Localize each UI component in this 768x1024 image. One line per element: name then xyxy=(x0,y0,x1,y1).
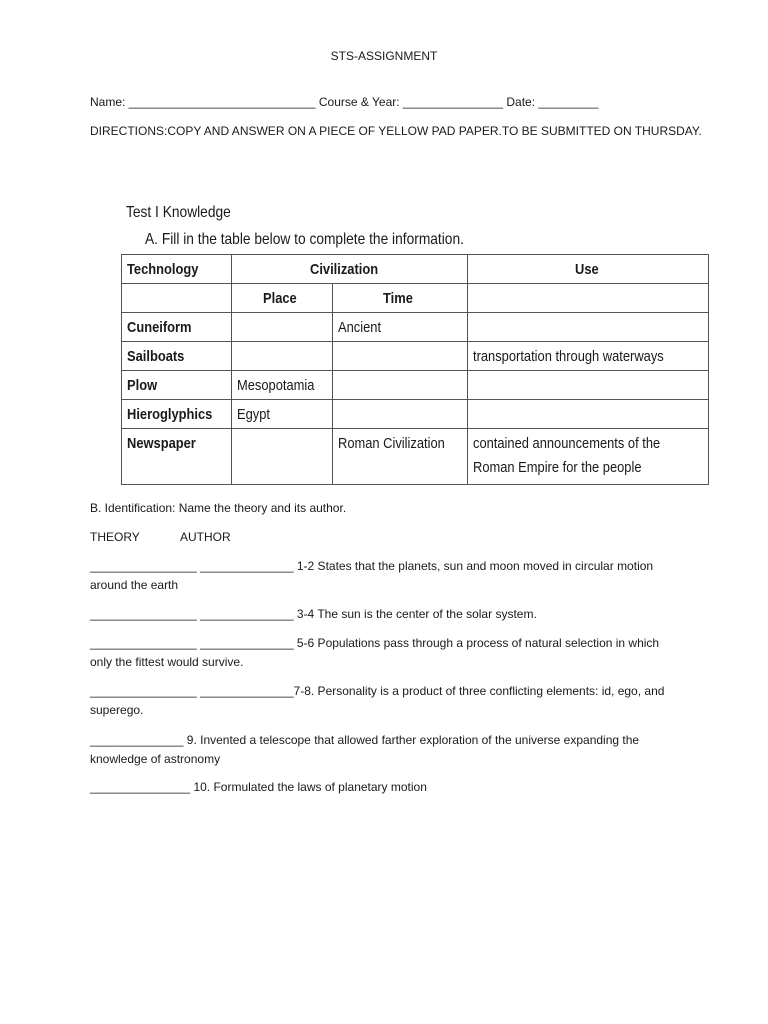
author-label: AUTHOR xyxy=(180,530,231,544)
theory-label: THEORY xyxy=(90,530,140,544)
column-labels xyxy=(90,528,678,547)
question-item: _______________ 10. Formulated the laws of planetary motion xyxy=(90,780,427,794)
cell-time: Ancient xyxy=(333,313,468,342)
question-item: ________________ ______________ 3-4 The sun is the center of the solar system. xyxy=(90,607,537,621)
directions: DIRECTIONS:COPY AND ANSWER ON A PIECE OF YELLOW PAD PAPER.TO BE SUBMITTED ON THURSDAY. xyxy=(90,124,702,138)
cell-tech: Sailboats xyxy=(122,342,232,371)
test-instruction: A. Fill in the table below to complete the information. xyxy=(145,231,464,248)
header-technology: Technology xyxy=(122,255,232,284)
header-place: Place xyxy=(232,284,333,313)
question-item: ________________ ______________7-8. Personality is a product of three conflicting elements: id, ego, and superego. xyxy=(90,684,665,717)
cell-use xyxy=(468,400,709,429)
cell-use: contained announcements of the Roman Empire for the people xyxy=(468,429,709,485)
knowledge-table xyxy=(121,254,709,485)
cell-time xyxy=(333,342,468,371)
cell-tech: Cuneiform xyxy=(122,313,232,342)
question-item: ________________ ______________ 1-2 States that the planets, sun and moon moved in circular motion around the earth xyxy=(90,559,654,592)
table-subheader-row xyxy=(122,284,709,313)
cell-use: transportation through waterways xyxy=(468,342,709,371)
document-title: STS-ASSIGNMENT xyxy=(330,49,438,63)
question-item: ________________ ______________ 5-6 Populations pass through a process of natural selection in which only the fittest would survive. xyxy=(90,636,660,669)
subheader-use-empty xyxy=(468,284,709,313)
cell-tech: Plow xyxy=(122,371,232,400)
cell-tech: Hieroglyphics xyxy=(122,400,232,429)
table-row xyxy=(122,400,709,429)
cell-tech: Newspaper xyxy=(122,429,232,485)
table-row xyxy=(122,371,709,400)
header-use: Use xyxy=(468,255,709,284)
table-row xyxy=(122,342,709,371)
cell-time: Roman Civilization xyxy=(333,429,468,485)
cell-use xyxy=(468,371,709,400)
cell-time xyxy=(333,400,468,429)
subheader-empty xyxy=(122,284,232,313)
test-heading: Test I Knowledge xyxy=(126,204,231,221)
cell-place: Mesopotamia xyxy=(232,371,333,400)
question-item: ______________ 9. Invented a telescope that allowed farther exploration of the universe expanding the knowledge of astronomy xyxy=(90,733,640,766)
identification-heading: B. Identification: Name the theory and its author. xyxy=(90,501,347,515)
name-course-date-line: Name: ____________________________ Course & Year: _______________ Date: _________ xyxy=(90,95,599,109)
cell-place xyxy=(232,429,333,485)
table-row xyxy=(122,429,709,485)
header-time: Time xyxy=(333,284,468,313)
cell-time xyxy=(333,371,468,400)
table-row xyxy=(122,313,709,342)
cell-place: Egypt xyxy=(232,400,333,429)
cell-place xyxy=(232,313,333,342)
cell-place xyxy=(232,342,333,371)
header-civilization: Civilization xyxy=(232,255,468,284)
cell-use xyxy=(468,313,709,342)
table-header-row xyxy=(122,255,709,284)
